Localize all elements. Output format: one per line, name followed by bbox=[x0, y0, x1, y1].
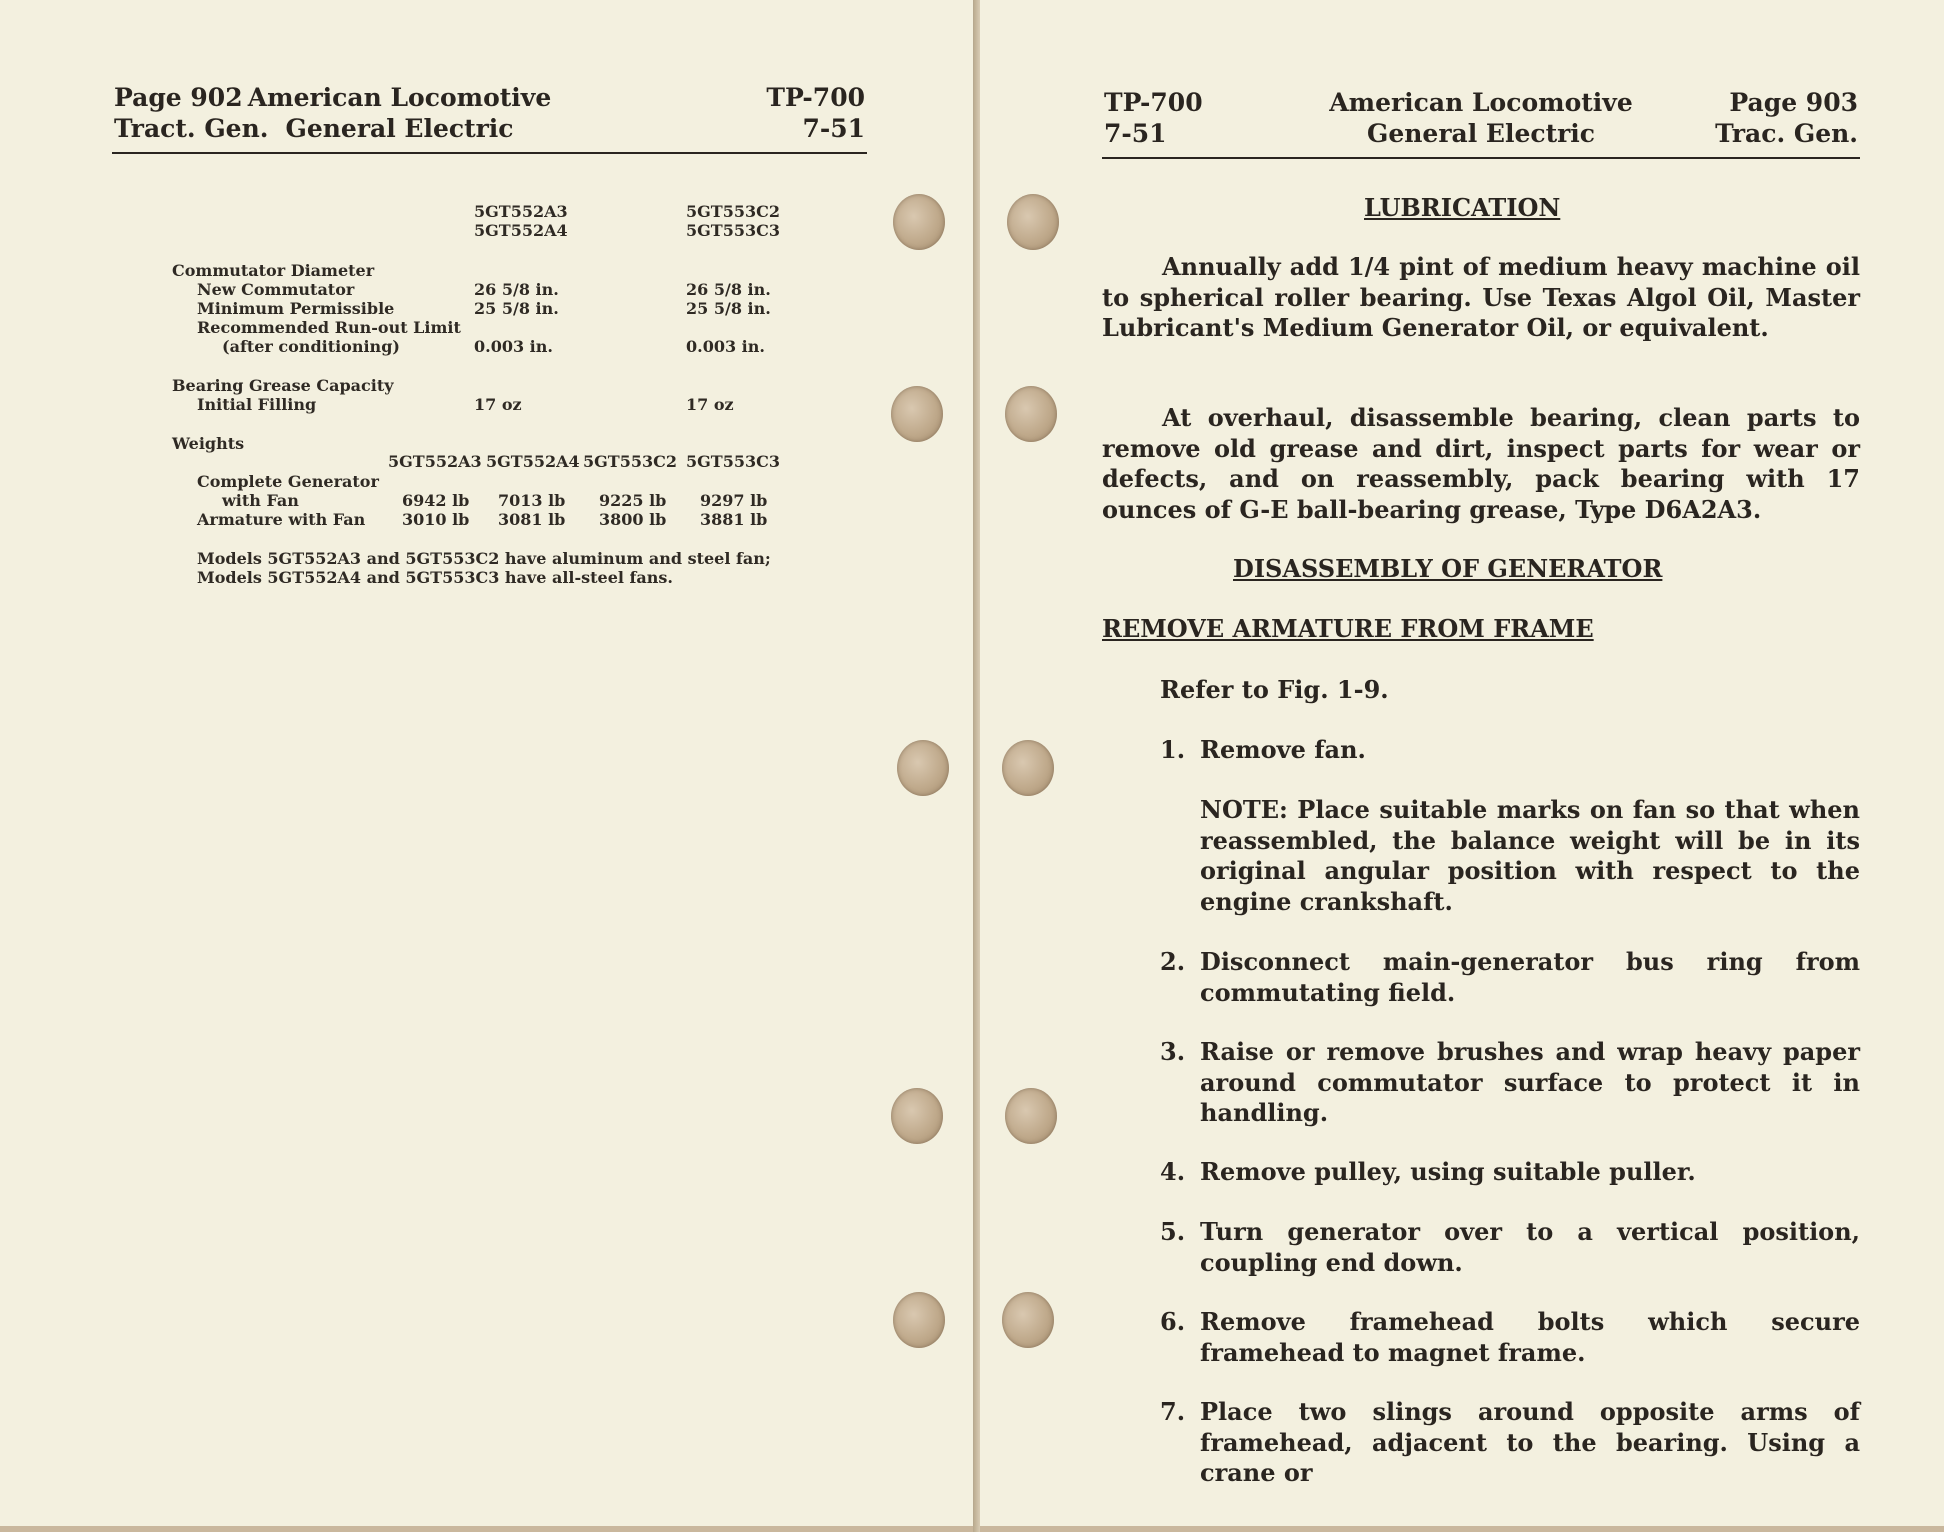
left-page bbox=[0, 0, 974, 1526]
grease-v2: 17 oz bbox=[686, 395, 734, 414]
fan-note-2: Models 5GT552A4 and 5GT553C3 have all-steel fans. bbox=[197, 568, 673, 587]
weights-row2-v4: 3881 lb bbox=[700, 510, 768, 529]
page-gutter bbox=[973, 0, 980, 1532]
remove-armature-heading: REMOVE ARMATURE FROM FRAME bbox=[1102, 614, 1594, 643]
step-text: Raise or remove brushes and wrap heavy paper around commutator surface to protect it in handling. bbox=[1200, 1037, 1860, 1127]
binder-hole bbox=[1005, 386, 1057, 442]
step-number: 4. bbox=[1160, 1157, 1186, 1186]
step-number: 7. bbox=[1160, 1397, 1186, 1426]
weights-row1-label-b: with Fan bbox=[222, 491, 299, 510]
weights-row2-v1: 3010 lb bbox=[402, 510, 470, 529]
weights-row1-v1: 6942 lb bbox=[402, 491, 470, 510]
left-page-section: Tract. Gen. bbox=[114, 114, 269, 143]
step-number: 6. bbox=[1160, 1307, 1186, 1336]
commutator-new-v1: 26 5/8 in. bbox=[474, 280, 559, 299]
commutator-runout-label: Recommended Run-out Limit bbox=[197, 318, 461, 337]
commutator-label: Commutator Diameter bbox=[172, 261, 375, 280]
models-col2-a: 5GT553C2 bbox=[686, 202, 780, 221]
right-header-title-line1: American Locomotive bbox=[1329, 88, 1633, 117]
weights-label: Weights bbox=[172, 434, 245, 453]
commutator-new-v2: 26 5/8 in. bbox=[686, 280, 771, 299]
models-col1-a: 5GT552A3 bbox=[474, 202, 568, 221]
right-page-section: Trac. Gen. bbox=[1715, 119, 1858, 148]
lubrication-paragraph-1: Annually add 1/4 pint of medium heavy machine oil to spherical roller bearing. Use Texas Algol Oil, Master Lubricant's Medium Generator Oil, or equivalent. bbox=[1102, 252, 1860, 342]
step-number: 2. bbox=[1160, 947, 1186, 976]
weights-row2-v3: 3800 lb bbox=[599, 510, 667, 529]
disassembly-heading: DISASSEMBLY OF GENERATOR bbox=[1233, 554, 1663, 583]
weights-row2-v2: 3081 lb bbox=[498, 510, 566, 529]
commutator-min-v2: 25 5/8 in. bbox=[686, 299, 771, 318]
step-text: Remove framehead bolts which secure framehead to magnet frame. bbox=[1200, 1307, 1860, 1367]
binder-hole bbox=[891, 1088, 943, 1144]
step-text: Turn generator over to a vertical position, coupling end down. bbox=[1200, 1217, 1860, 1277]
right-header-date: 7-51 bbox=[1104, 119, 1167, 148]
weights-row1-v4: 9297 lb bbox=[700, 491, 768, 510]
lubrication-heading: LUBRICATION bbox=[1364, 193, 1561, 222]
left-header-date: 7-51 bbox=[802, 114, 865, 143]
commutator-min-label: Minimum Permissible bbox=[197, 299, 395, 318]
step-text: Disconnect main-generator bus ring from commutating field. bbox=[1200, 947, 1860, 1007]
step-number: 1. bbox=[1160, 735, 1186, 764]
left-header-doc: TP-700 bbox=[766, 83, 865, 112]
binder-hole bbox=[1002, 740, 1054, 796]
weights-row2-label: Armature with Fan bbox=[197, 510, 366, 529]
left-header-doc-info bbox=[766, 82, 865, 144]
commutator-new-label: New Commutator bbox=[197, 280, 355, 299]
binder-hole bbox=[891, 386, 943, 442]
commutator-cond-v2: 0.003 in. bbox=[686, 337, 765, 356]
left-header-title-line1: American Locomotive bbox=[247, 83, 552, 112]
commutator-cond-v1: 0.003 in. bbox=[474, 337, 553, 356]
left-header-title-line2: General Electric bbox=[285, 114, 514, 143]
step-number: 3. bbox=[1160, 1037, 1186, 1066]
right-header-doc: TP-700 bbox=[1104, 88, 1203, 117]
lubrication-paragraph-2: At overhaul, disassemble bearing, clean parts to remove old grease and dirt, inspect parts for wear or defects, and on reassembly, pack bearing with 17 ounces of G-E ball-bearing grease, Type D6A2A3. bbox=[1102, 403, 1860, 524]
binder-hole bbox=[897, 740, 949, 796]
weights-model-3: 5GT553C2 bbox=[583, 452, 677, 471]
refer-figure: Refer to Fig. 1-9. bbox=[1160, 675, 1389, 704]
step-1-note: NOTE: Place suitable marks on fan so that when reassembled, the balance weight will be in its original angular position with respect to the engine crankshaft. bbox=[1200, 795, 1860, 916]
right-page-number: Page 903 bbox=[1729, 88, 1858, 117]
weights-row1-label-a: Complete Generator bbox=[197, 472, 379, 491]
binder-hole bbox=[893, 194, 945, 250]
binder-hole bbox=[1007, 194, 1059, 250]
left-page-header bbox=[112, 82, 867, 154]
commutator-cond-label: (after conditioning) bbox=[222, 337, 400, 356]
right-page-body bbox=[980, 0, 1944, 1526]
models-col2-b: 5GT553C3 bbox=[686, 221, 780, 240]
binder-hole bbox=[1005, 1088, 1057, 1144]
weights-model-1: 5GT552A3 bbox=[388, 452, 482, 471]
grease-row-label: Initial Filling bbox=[197, 395, 317, 414]
binder-hole bbox=[1002, 1292, 1054, 1348]
grease-v1: 17 oz bbox=[474, 395, 522, 414]
weights-model-2: 5GT552A4 bbox=[486, 452, 580, 471]
weights-row1-v3: 9225 lb bbox=[599, 491, 667, 510]
grease-label: Bearing Grease Capacity bbox=[172, 376, 394, 395]
step-text: Remove fan. bbox=[1200, 735, 1366, 764]
step-number: 5. bbox=[1160, 1217, 1186, 1246]
models-col1-b: 5GT552A4 bbox=[474, 221, 568, 240]
commutator-min-v1: 25 5/8 in. bbox=[474, 299, 559, 318]
left-page-number: Page 902 bbox=[114, 83, 243, 112]
step-text: Remove pulley, using suitable puller. bbox=[1200, 1157, 1696, 1186]
right-header-title-line2: General Electric bbox=[1366, 119, 1596, 148]
right-page bbox=[980, 0, 1944, 1526]
weights-row1-v2: 7013 lb bbox=[498, 491, 566, 510]
weights-model-4: 5GT553C3 bbox=[686, 452, 780, 471]
fan-note-1: Models 5GT552A3 and 5GT553C2 have aluminum and steel fan; bbox=[197, 549, 771, 568]
binder-hole bbox=[893, 1292, 945, 1348]
left-header-title bbox=[22, 82, 777, 144]
step-text: Place two slings around opposite arms of framehead, adjacent to the bearing. Using a crane or bbox=[1200, 1397, 1860, 1487]
